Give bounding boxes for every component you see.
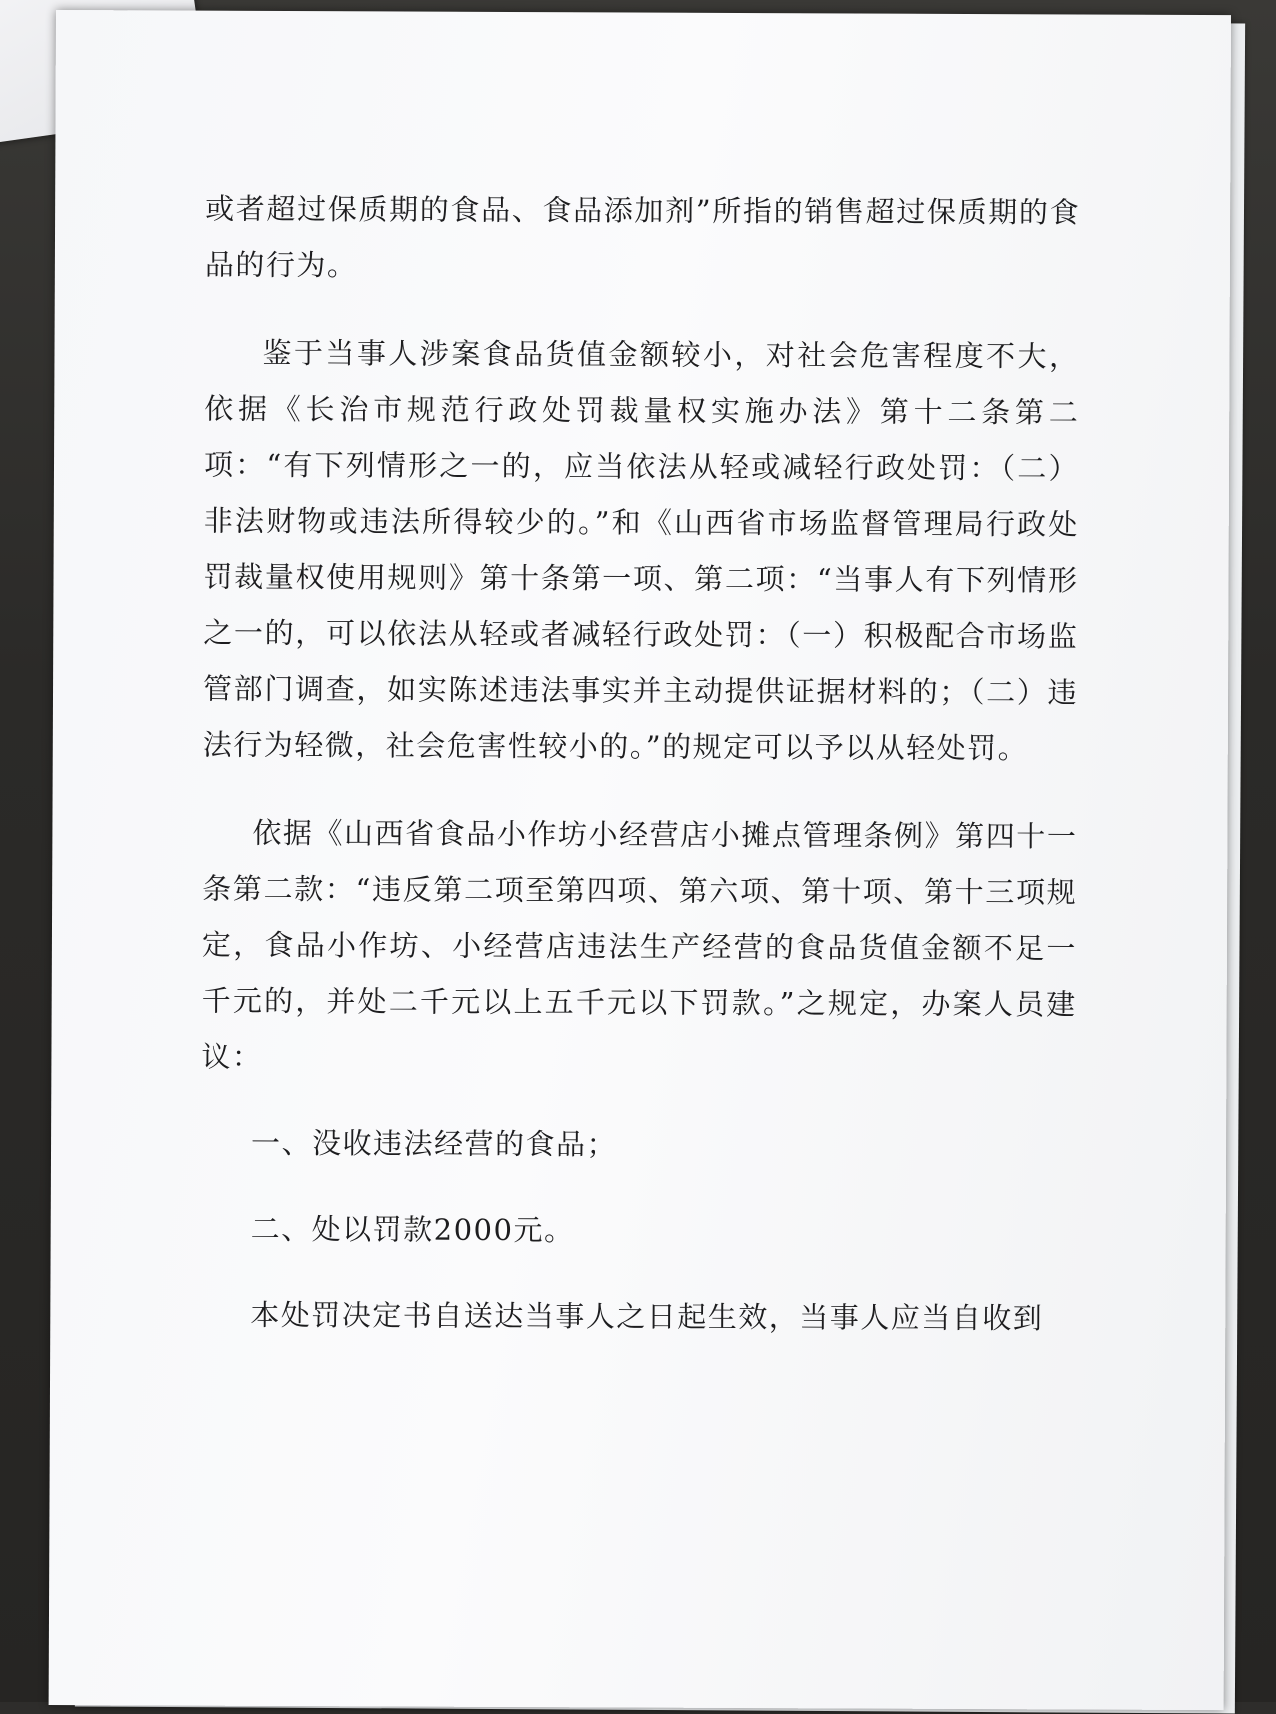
penalty-item-confiscate: 一、没收违法经营的食品； [250, 1125, 618, 1162]
paragraph-effective: 本处罚决定书自送达当事人之日起生效，当事人应当自收到 [250, 1297, 1044, 1336]
paragraph-legal-basis: 依据《山西省食品小作坊小经营店小摊点管理条例》第四十一条第二款：“违反第二项至第四项、第六项、第十项、第十三项规定，食品小作坊、小经营店违法生产经营的食品货值金额不足一千元的，并处二千元以上五千元以下罚款。”之规定，办案人员建议： [201, 815, 1078, 1074]
document-page [49, 10, 1231, 1710]
penalty-item-fine: 二、处以罚款2000元。 [250, 1211, 575, 1248]
paragraph-expired-food: 或者超过保质期的食品、食品添加剂”所指的销售超过保质期的食品的行为。 [204, 191, 1081, 283]
document-body [200, 181, 1080, 1347]
paragraph-mitigation: 鉴于当事人涉案食品货值金额较小，对社会危害程度不大，依据《长治市规范行政处罚裁量权实施办法》第十二条第二项：“有下列情形之一的，应当依法从轻或减轻行政处罚：（二）非法财物或违法所得较少的。”和《山西省市场监督管理局行政处罚裁量权使用规则》第十条第一项、第二项：“当事人有下列情形之一的，可以依法从轻或者减轻行政处罚：（一）积极配合市场监管部门调查，如实陈述违法事实并主动提供证据材料的；（二）违法行为轻微，社会危害性较小的。”的规定可以予以从轻处罚。 [202, 335, 1080, 766]
